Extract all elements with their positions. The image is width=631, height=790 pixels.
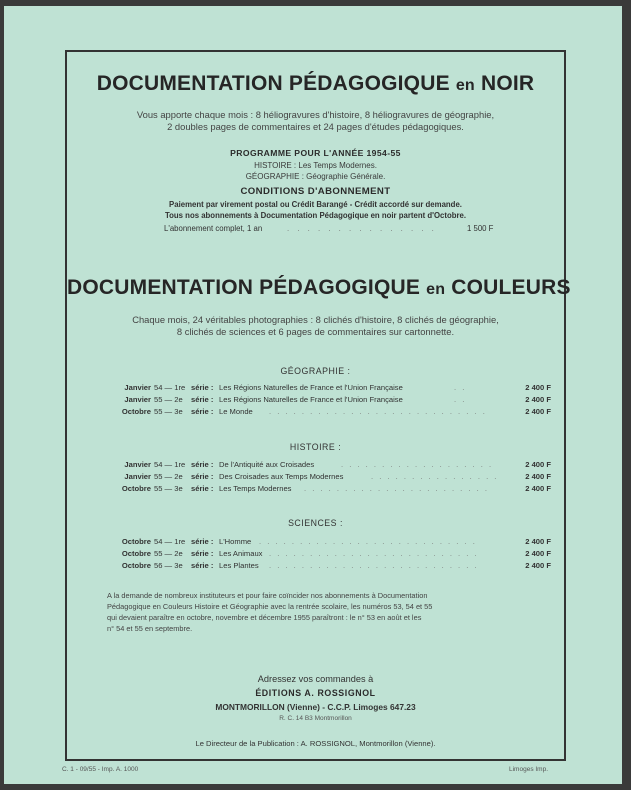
list-item bbox=[109, 407, 551, 419]
row-month: Janvier bbox=[124, 460, 151, 469]
list-item bbox=[109, 549, 551, 561]
section-heading-sciences: SCIENCES : bbox=[288, 518, 343, 528]
note-line-2: Pédagogique en Couleurs Histoire et Géographie avec la rentrée scolaire, les numéros 53, 54 et 55 bbox=[107, 602, 433, 611]
row-dots: . . . . . . . . . . . . . . . . . . . . . . . . . . . bbox=[269, 407, 487, 416]
row-month: Octobre bbox=[121, 484, 151, 493]
row-year: 56 — 3e bbox=[154, 561, 183, 570]
row-price: 2 400 F bbox=[525, 383, 551, 392]
row-price: 2 400 F bbox=[525, 561, 551, 570]
row-title: Des Croisades aux Temps Modernes bbox=[219, 472, 344, 481]
row-month: Octobre bbox=[121, 407, 151, 416]
row-price: 2 400 F bbox=[525, 395, 551, 404]
note-line-3: qui devaient paraître en octobre, novembre et décembre 1955 paraîtront : le n° 53 en août et les bbox=[107, 613, 422, 622]
row-dots: . . bbox=[454, 383, 467, 392]
programme-line-2: GÉOGRAPHIE : Géographie Générale. bbox=[245, 172, 386, 181]
row-dots: . . . . . . . . . . . . . . . . . . . . . . . bbox=[304, 484, 489, 493]
title-couleurs-en: en bbox=[426, 281, 446, 298]
list-item bbox=[109, 484, 551, 496]
row-serie: série : bbox=[191, 460, 214, 469]
row-serie: série : bbox=[191, 407, 214, 416]
row-dots: . . . . . . . . . . . . . . . . . . . . . . . . . . . bbox=[259, 537, 477, 546]
row-price: 2 400 F bbox=[525, 472, 551, 481]
couleurs-note bbox=[107, 590, 432, 634]
row-dots: . . . . . . . . . . . . . . . . . . . . . . . . . . bbox=[269, 561, 479, 570]
printer: Limoges Imp. bbox=[509, 766, 549, 773]
row-month: Janvier bbox=[124, 472, 151, 481]
list-item bbox=[109, 460, 551, 472]
note-line-1: A la demande de nombreux instituteurs et pour faire coïncider nos abonnements à Documentation bbox=[107, 591, 428, 600]
row-month: Octobre bbox=[121, 537, 151, 546]
director: Le Directeur de la Publication : A. ROSSIGNOL, Montmorillon (Vienne). bbox=[195, 739, 436, 748]
row-month: Octobre bbox=[121, 561, 151, 570]
row-year: 55 — 2e bbox=[154, 549, 183, 558]
title-noir bbox=[67, 72, 564, 96]
section-heading-geographie: GÉOGRAPHIE : bbox=[280, 366, 351, 376]
couleurs-intro-line-2: 8 clichés de sciences et 6 pages de commentaires sur cartonnette. bbox=[176, 326, 455, 337]
row-price: 2 400 F bbox=[525, 549, 551, 558]
noir-intro-line-1: Vous apporte chaque mois : 8 héliogravures d'histoire, 8 héliogravures de géographie, bbox=[136, 109, 495, 120]
programme-line-1: HISTOIRE : Les Temps Modernes. bbox=[254, 161, 377, 170]
title-couleurs bbox=[67, 276, 571, 300]
title-couleurs-main: DOCUMENTATION PÉDAGOGIQUE bbox=[67, 276, 421, 299]
row-year: 54 — 1re bbox=[154, 383, 186, 392]
row-year: 54 — 1re bbox=[154, 537, 186, 546]
title-noir-main: DOCUMENTATION PÉDAGOGIQUE bbox=[96, 72, 450, 95]
content-frame bbox=[65, 50, 571, 761]
row-title: L'Homme bbox=[219, 537, 252, 546]
row-title: Les Plantes bbox=[219, 561, 259, 570]
row-title: Les Régions Naturelles de France et l'Union Française bbox=[219, 395, 403, 404]
row-serie: série : bbox=[191, 395, 214, 404]
list-item bbox=[109, 537, 551, 549]
row-title: Le Monde bbox=[219, 407, 253, 416]
noir-intro-line-2: 2 doubles pages de commentaires et 24 pages d'études pédagogiques. bbox=[167, 121, 464, 132]
row-price: 2 400 F bbox=[525, 407, 551, 416]
section-heading-histoire: HISTOIRE : bbox=[289, 442, 342, 452]
row-title: Les Régions Naturelles de France et l'Union Française bbox=[219, 383, 403, 392]
row-serie: série : bbox=[191, 537, 214, 546]
price-dots: . . . . . . . . . . . . . . . bbox=[287, 224, 437, 233]
list-item bbox=[109, 383, 551, 395]
conditions-title: CONDITIONS D'ABONNEMENT bbox=[240, 186, 391, 197]
publisher: ÉDITIONS A. ROSSIGNOL bbox=[255, 688, 376, 698]
rc-line: R. C. 14 B3 Montmorillon bbox=[279, 715, 352, 722]
row-year: 55 — 2e bbox=[154, 395, 183, 404]
row-dots: . . . . . . . . . . . . . . . . bbox=[371, 472, 499, 481]
list-item bbox=[109, 472, 551, 484]
row-year: 54 — 1re bbox=[154, 460, 186, 469]
row-year: 55 — 3e bbox=[154, 407, 183, 416]
row-year: 55 — 2e bbox=[154, 472, 183, 481]
row-dots: . . . . . . . . . . . . . . . . . . . . . . . . . . bbox=[269, 549, 479, 558]
note-line-4: n° 54 et 55 en septembre. bbox=[107, 624, 193, 633]
conditions-line-2: Tous nos abonnements à Documentation Pédagogique en noir partent d'Octobre. bbox=[164, 211, 467, 220]
row-price: 2 400 F bbox=[525, 460, 551, 469]
price-label: L'abonnement complet, 1 an bbox=[164, 224, 263, 233]
row-price: 2 400 F bbox=[525, 484, 551, 493]
list-item bbox=[109, 395, 551, 407]
address-intro: Adressez vos commandes à bbox=[257, 674, 374, 684]
price-value: 1 500 F bbox=[467, 224, 494, 233]
page-sheet bbox=[4, 6, 622, 784]
conditions-line-1: Paiement par virement postal ou Crédit Barangé - Crédit accordé sur demande. bbox=[169, 200, 462, 209]
row-serie: série : bbox=[191, 549, 214, 558]
print-code: C. 1 - 09/55 - Imp. A. 1000 bbox=[62, 766, 139, 773]
row-title: Les Animaux bbox=[219, 549, 263, 558]
row-serie: série : bbox=[191, 472, 214, 481]
row-title: De l'Antiquité aux Croisades bbox=[219, 460, 315, 469]
row-serie: série : bbox=[191, 484, 214, 493]
row-year: 55 — 3e bbox=[154, 484, 183, 493]
address: MONTMORILLON (Vienne) - C.C.P. Limoges 647.23 bbox=[215, 702, 416, 712]
row-month: Octobre bbox=[121, 549, 151, 558]
row-serie: série : bbox=[191, 383, 214, 392]
row-month: Janvier bbox=[124, 395, 151, 404]
couleurs-intro-line-1: Chaque mois, 24 véritables photographies : 8 clichés d'histoire, 8 clichés de géographie, bbox=[132, 314, 499, 325]
title-couleurs-end: COULEURS bbox=[451, 276, 571, 299]
programme-title: PROGRAMME POUR L'ANNÉE 1954-55 bbox=[230, 148, 401, 158]
title-noir-end: NOIR bbox=[480, 72, 535, 95]
row-month: Janvier bbox=[124, 383, 151, 392]
title-noir-en: en bbox=[455, 77, 475, 94]
row-dots: . . bbox=[454, 395, 467, 404]
list-item bbox=[109, 561, 551, 573]
row-price: 2 400 F bbox=[525, 537, 551, 546]
row-dots: . . . . . . . . . . . . . . . . . . . bbox=[341, 460, 494, 469]
row-serie: série : bbox=[191, 561, 214, 570]
row-title: Les Temps Modernes bbox=[219, 484, 292, 493]
